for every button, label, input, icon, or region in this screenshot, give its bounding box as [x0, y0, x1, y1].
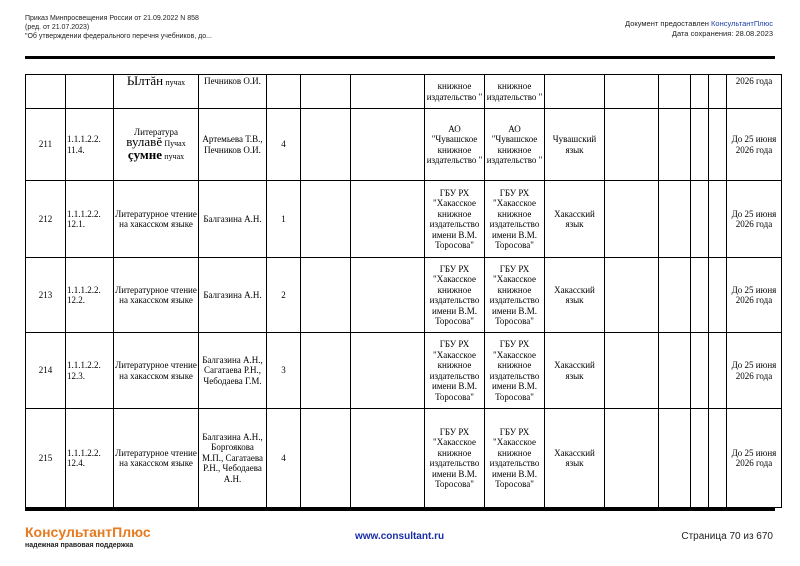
valid-until: До 25 июня 2026 года	[727, 333, 782, 409]
empty-cell	[659, 409, 691, 508]
title-part: çумне	[127, 146, 163, 162]
empty-cell	[351, 409, 425, 508]
empty-cell	[659, 181, 691, 258]
grade	[267, 75, 301, 109]
empty-cell	[605, 181, 659, 258]
grade: 1	[267, 181, 301, 258]
revision: (ред. от 21.07.2023)	[25, 24, 90, 31]
publisher: ГБУ РХ "Хакасское книжное издательство имени В.М. Торосова"	[425, 258, 485, 333]
header-divider	[25, 56, 775, 59]
empty-cell	[301, 181, 351, 258]
order-title: Приказ Минпросвещения России от 21.09.2022 N 858	[25, 15, 199, 22]
language: Чувашский язык	[545, 109, 605, 181]
provider-info	[625, 19, 773, 39]
textbook-title	[114, 333, 199, 409]
table-row	[26, 109, 782, 181]
empty-cell	[605, 258, 659, 333]
publisher: книжное издательство "	[425, 75, 485, 109]
footer-logo: КонсультантПлюс	[25, 524, 151, 540]
title-part: пучах	[165, 78, 186, 87]
publisher: ГБУ РХ "Хакасское книжное издательство имени В.М. Торосова"	[425, 181, 485, 258]
title-part: Литература	[134, 126, 178, 137]
table-row	[26, 333, 782, 409]
textbook-title	[114, 409, 199, 508]
empty-cell	[301, 75, 351, 109]
brand-link[interactable]: КонсультантПлюс	[711, 19, 773, 28]
authors: Балгазина А.Н., Сагатаева Р.Н., Чебодаева Г.М.	[199, 333, 267, 409]
textbook-title	[114, 109, 199, 181]
textbook-table	[25, 74, 782, 508]
textbook-code	[66, 75, 114, 109]
empty-cell	[659, 75, 691, 109]
empty-cell	[351, 109, 425, 181]
textbook-code: 1.1.1.2.2. 12.1.	[66, 181, 114, 258]
empty-cell	[351, 258, 425, 333]
empty-cell	[605, 75, 659, 109]
valid-until: До 25 июня 2026 года	[727, 109, 782, 181]
textbook-code: 1.1.1.2.2. 11.4.	[66, 109, 114, 181]
grade: 4	[267, 109, 301, 181]
textbook-title	[114, 181, 199, 258]
empty-cell	[659, 333, 691, 409]
empty-cell	[351, 333, 425, 409]
empty-cell	[691, 409, 709, 508]
table-row	[26, 181, 782, 258]
empty-cell	[691, 181, 709, 258]
empty-cell	[301, 109, 351, 181]
empty-cell	[659, 258, 691, 333]
language: Хакасский язык	[545, 258, 605, 333]
authors: Балгазина А.Н.	[199, 181, 267, 258]
language: Хакасский язык	[545, 333, 605, 409]
textbook-code: 1.1.1.2.2. 12.2.	[66, 258, 114, 333]
title-part: Пучах	[164, 139, 186, 149]
empty-cell	[301, 333, 351, 409]
empty-cell	[691, 109, 709, 181]
grade: 3	[267, 333, 301, 409]
empty-cell	[351, 75, 425, 109]
empty-cell	[691, 258, 709, 333]
valid-until: До 25 июня 2026 года	[727, 181, 782, 258]
empty-cell	[605, 109, 659, 181]
publisher: ГБУ РХ "Хакасское книжное издательство имени В.М. Торосова"	[425, 409, 485, 508]
row-number: 214	[26, 333, 66, 409]
title-part: Литературное чтение на хакасском языке	[115, 447, 197, 468]
language	[545, 75, 605, 109]
row-number: 215	[26, 409, 66, 508]
row-number: 211	[26, 109, 66, 181]
empty-cell	[709, 333, 727, 409]
empty-cell	[709, 181, 727, 258]
language: Хакасский язык	[545, 181, 605, 258]
empty-cell	[301, 409, 351, 508]
title-part: Ылтăн	[126, 74, 164, 88]
table-row	[26, 258, 782, 333]
website-link[interactable]: www.consultant.ru	[355, 531, 445, 542]
empty-cell	[709, 75, 727, 109]
empty-cell	[709, 258, 727, 333]
title-part: пучах	[164, 151, 185, 161]
title-part: Литературное чтение на хакасском языке	[115, 284, 197, 305]
authors: Печников О.И.	[199, 75, 267, 109]
footer-divider	[25, 508, 775, 511]
empty-cell	[605, 333, 659, 409]
authors: Балгазина А.Н., Боргоякова М.П., Сагатаева Р.Н., Чебодаева А.Н.	[199, 409, 267, 508]
empty-cell	[691, 75, 709, 109]
page-number: Страница 70 из 670	[681, 531, 773, 542]
table-row	[26, 409, 782, 508]
row-number: 212	[26, 181, 66, 258]
empty-cell	[659, 109, 691, 181]
empty-cell	[691, 333, 709, 409]
row-number	[26, 75, 66, 109]
provided-label: Документ предоставлен	[625, 19, 712, 28]
grade: 4	[267, 409, 301, 508]
title-part: Литературное чтение на хакасском языке	[115, 208, 197, 229]
grade: 2	[267, 258, 301, 333]
title-part: вулавĕ	[126, 134, 163, 150]
publisher-2: ГБУ РХ "Хакасское книжное издательство имени В.М. Торосова"	[485, 333, 545, 409]
empty-cell	[709, 409, 727, 508]
publisher-2: ГБУ РХ "Хакасское книжное издательство имени В.М. Торосова"	[485, 258, 545, 333]
publisher: ГБУ РХ "Хакасское книжное издательство имени В.М. Торосова"	[425, 333, 485, 409]
authors: Артемьева Т.В., Печников О.И.	[199, 109, 267, 181]
valid-until: До 25 июня 2026 года	[727, 258, 782, 333]
save-date: Дата сохранения: 28.08.2023	[671, 29, 773, 38]
valid-until: До 25 июня 2026 года	[727, 409, 782, 508]
publisher: АО "Чувашское книжное издательство "	[425, 109, 485, 181]
textbook-title	[114, 258, 199, 333]
authors: Балгазина А.Н.	[199, 258, 267, 333]
language: Хакасский язык	[545, 409, 605, 508]
empty-cell	[605, 409, 659, 508]
publisher-2: ГБУ РХ "Хакасское книжное издательство имени В.М. Торосова"	[485, 409, 545, 508]
row-number: 213	[26, 258, 66, 333]
valid-until: 2026 года	[727, 75, 782, 109]
empty-cell	[351, 181, 425, 258]
empty-cell	[709, 109, 727, 181]
textbook-title	[114, 75, 199, 109]
empty-cell	[301, 258, 351, 333]
textbook-code: 1.1.1.2.2. 12.4.	[66, 409, 114, 508]
textbook-code: 1.1.1.2.2. 12.3.	[66, 333, 114, 409]
table-row	[26, 75, 782, 109]
order-subject: "Об утверждении федерального перечня учебников, до...	[25, 33, 212, 40]
footer-tagline: надежная правовая поддержка	[25, 542, 134, 549]
publisher-2: книжное издательство "	[485, 75, 545, 109]
document-reference	[25, 14, 212, 41]
title-part: Литературное чтение на хакасском языке	[115, 360, 197, 381]
publisher-2: АО "Чувашское книжное издательство "	[485, 109, 545, 181]
publisher-2: ГБУ РХ "Хакасское книжное издательство имени В.М. Торосова"	[485, 181, 545, 258]
